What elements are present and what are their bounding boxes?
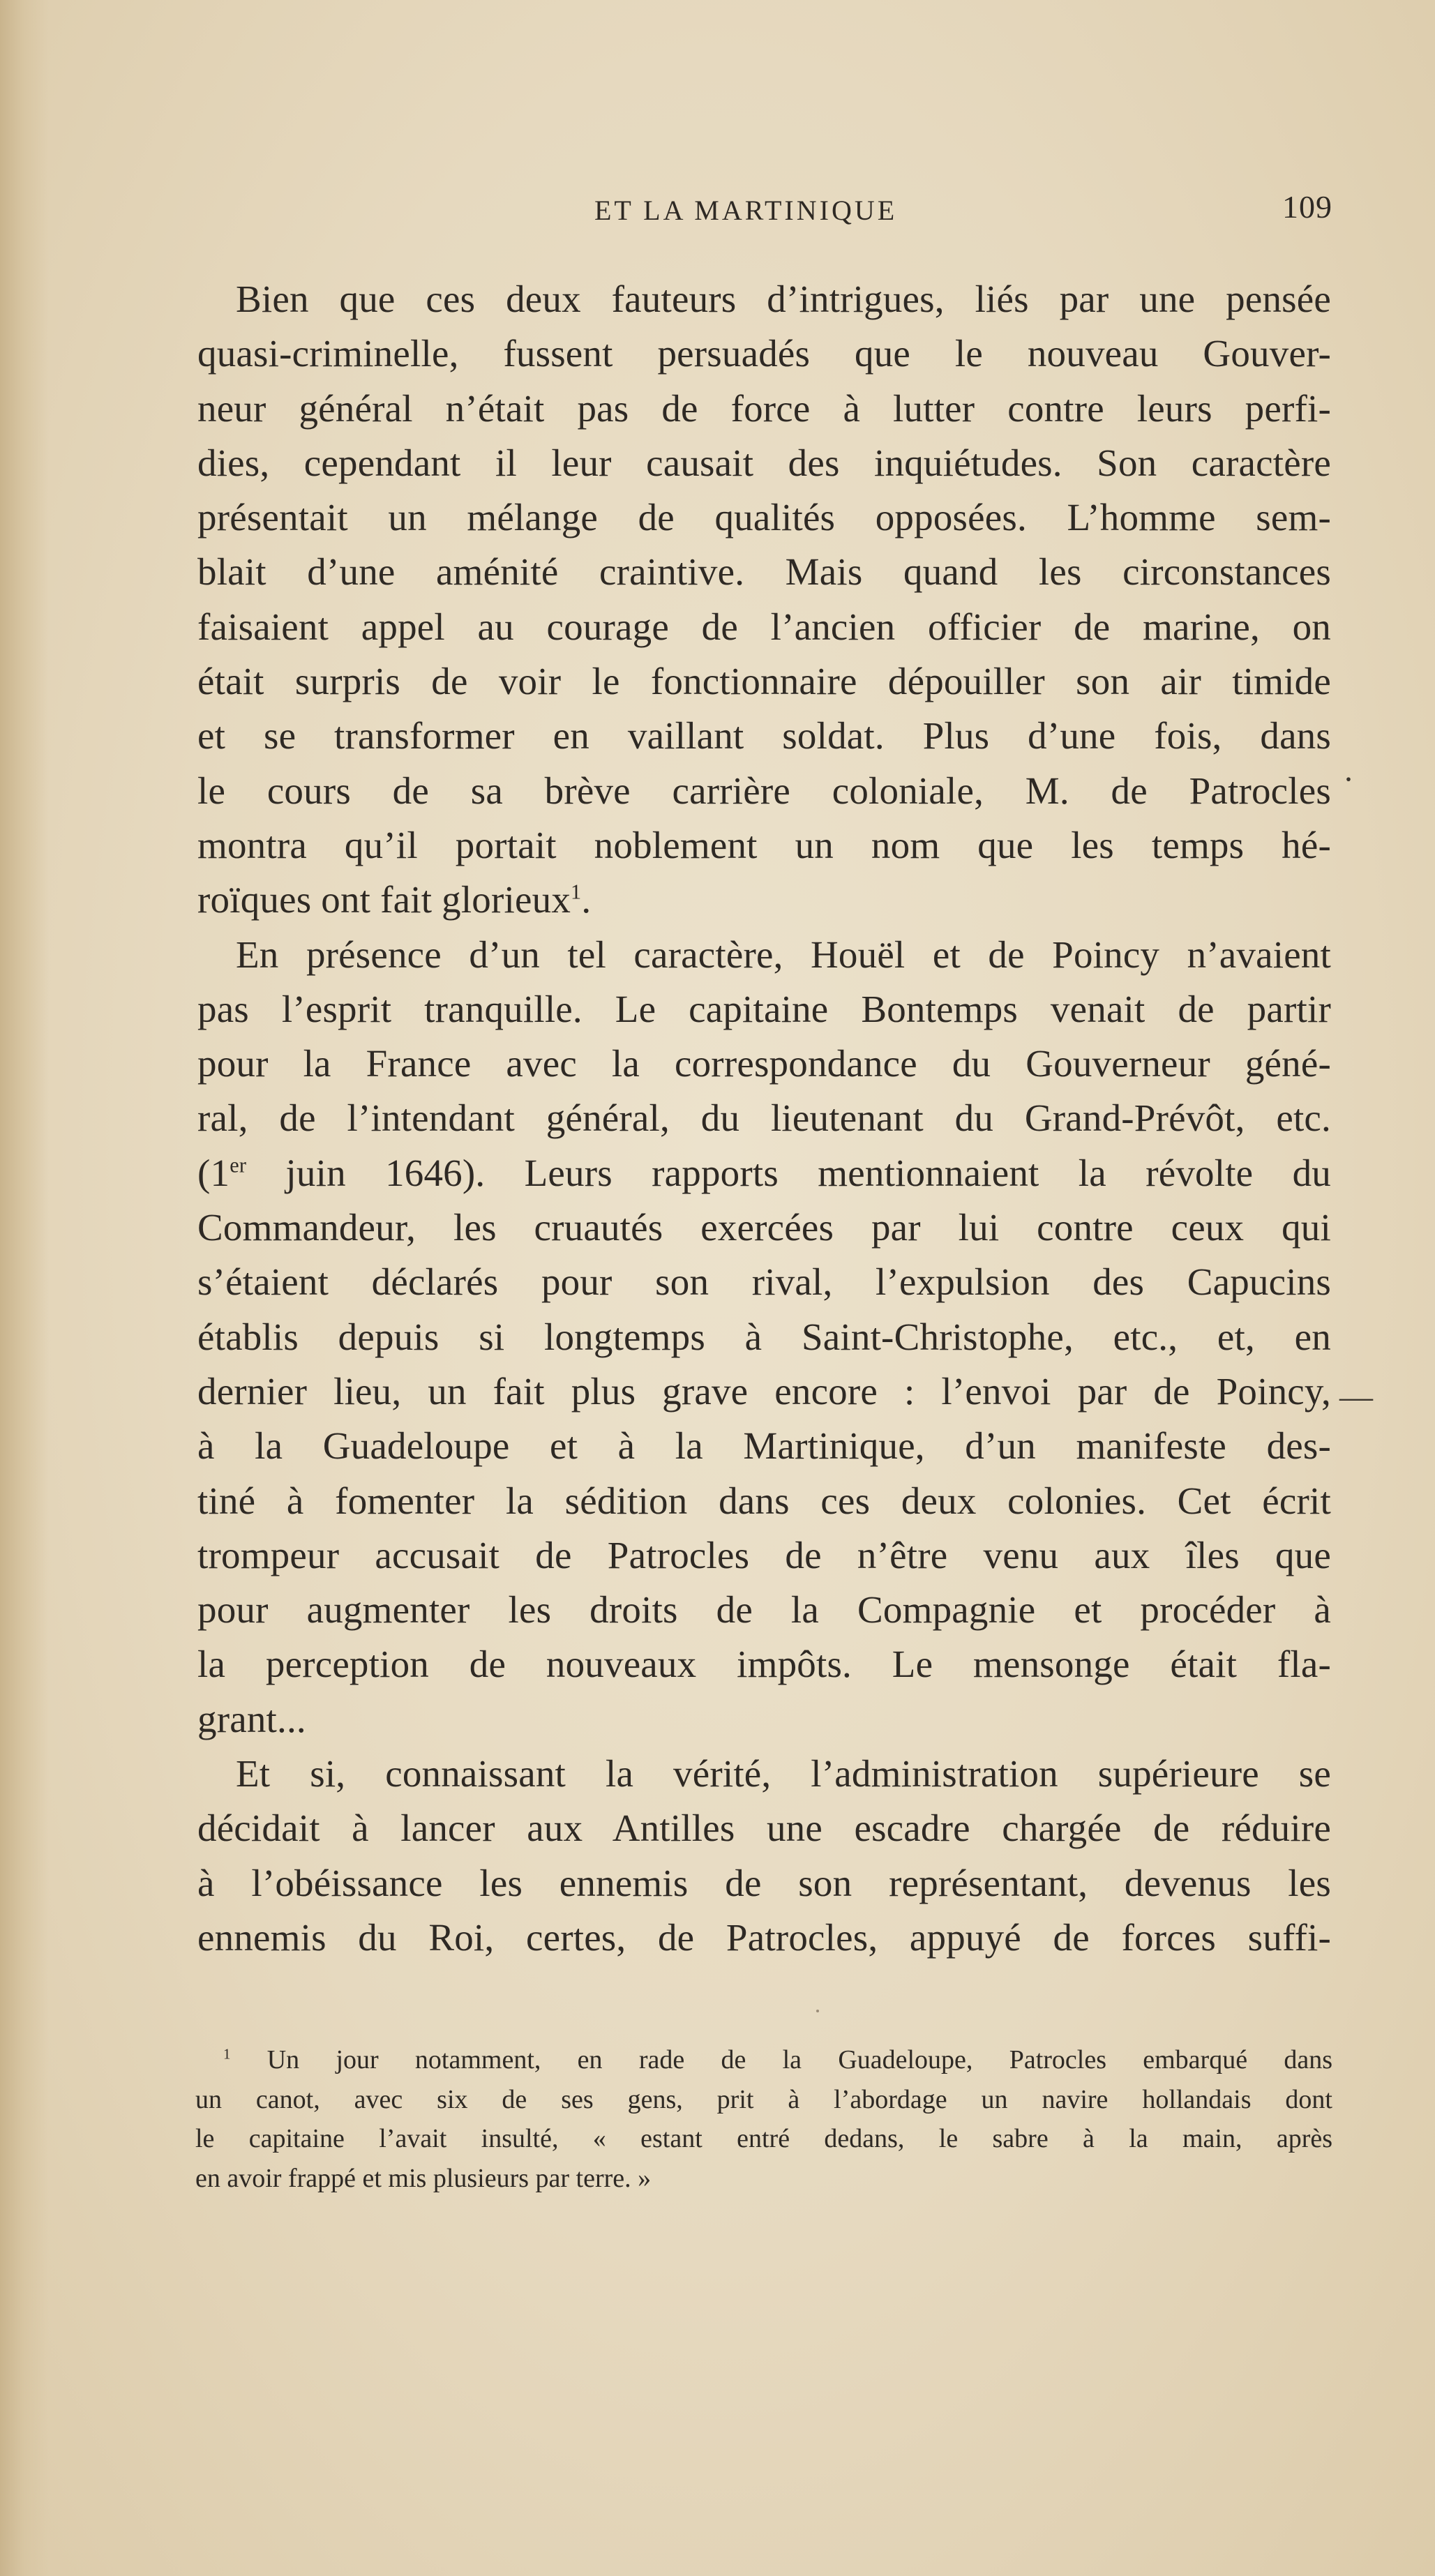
main-text xyxy=(197,272,1331,1965)
footnote-marker: 1 xyxy=(223,2045,231,2063)
paragraph-line: Commandeur, les cruautés exercées par lui contre ceux qui xyxy=(197,1206,1331,1249)
paragraph-line: s’étaient déclarés pour son rival, l’expulsion des Capucins xyxy=(197,1260,1331,1304)
footnote-separator xyxy=(816,2010,819,2012)
page-gutter-shadow xyxy=(0,0,49,2576)
paragraph-line: neur général n’était pas de force à lutter contre leurs perfi- xyxy=(197,386,1331,430)
paragraph-line: le cours de sa brève carrière coloniale, M. de Patrocles xyxy=(197,769,1331,812)
paragraph-line: établis depuis si longtemps à Saint-Christophe, etc., et, en xyxy=(197,1315,1331,1358)
footnote-line: en avoir frappé et mis plusieurs par terre. » xyxy=(195,2163,652,2193)
footnote-text: Un jour notamment, en rade de la Guadeloupe, Patrocles embarqué dans xyxy=(230,2045,1332,2074)
paragraph-line: trompeur accusait de Patrocles de n’être venu aux îles que xyxy=(197,1533,1331,1576)
paragraph-line: ennemis du Roi, certes, de Patrocles, appuyé de forces suffi- xyxy=(197,1915,1331,1959)
running-title: ET LA MARTINIQUE xyxy=(594,195,898,226)
paragraph-line: à l’obéissance les ennemis de son représentant, devenus les xyxy=(197,1861,1331,1904)
paragraph-line xyxy=(197,1146,1331,1200)
footnote-line: le capitaine l’avait insulté, « estant entré dedans, le sabre à la main, après xyxy=(195,2124,1332,2153)
paragraph-text: roïques ont fait glorieux xyxy=(197,878,571,921)
paragraph-line: faisaient appel au courage de l’ancien officier de marine, on xyxy=(197,605,1331,648)
paragraph-line: En présence d’un tel caractère, Houël et de Poincy n’avaient xyxy=(236,933,1331,976)
paragraph-line: pas l’esprit tranquille. Le capitaine Bontemps venait de partir xyxy=(197,987,1331,1030)
margin-dash-mark: — xyxy=(1339,1378,1373,1415)
paragraph-end-punctuation: . xyxy=(581,878,592,921)
paragraph-line: décidait à lancer aux Antilles une escadre chargée de réduire xyxy=(197,1807,1331,1850)
footnote-line xyxy=(195,2040,1332,2080)
paragraph-line: grant... xyxy=(197,1697,306,1740)
paragraph-line: et se transformer en vaillant soldat. Plus d’une fois, dans xyxy=(197,714,1331,758)
footnote-reference: 1 xyxy=(571,880,582,904)
paragraph-line: Bien que ces deux fauteurs d’intrigues, liés par une pensée xyxy=(236,278,1331,320)
footnote-line: un canot, avec six de ses gens, prit à l’abordage un navire hollandais dont xyxy=(195,2084,1332,2114)
paragraph-line: pour la France avec la correspondance du Gouverneur géné- xyxy=(197,1042,1331,1085)
page-number: 109 xyxy=(1282,189,1332,225)
paragraph-line: la perception de nouveaux impôts. Le mensonge était fla- xyxy=(197,1643,1331,1686)
date-open: (1 xyxy=(197,1151,230,1194)
paragraph-line: Et si, connaissant la vérité, l’administration supérieure se xyxy=(236,1752,1331,1795)
paragraph-line: blait d’une aménité craintive. Mais quand les circonstances xyxy=(197,550,1331,594)
paragraph-line: était surpris de voir le fonctionnaire dépouiller son air timide xyxy=(197,660,1331,703)
paragraph-line: dies, cependant il leur causait des inquiétudes. Son caractère xyxy=(197,441,1331,484)
paragraph-line: dernier lieu, un fait plus grave encore : l’envoi par de Poincy, xyxy=(197,1369,1331,1413)
page-header xyxy=(195,188,1332,237)
paragraph-line: à la Guadeloupe et à la Martinique, d’un manifeste des- xyxy=(197,1424,1331,1468)
paragraph-line: ral, de l’intendant général, du lieutenant du Grand-Prévôt, etc. xyxy=(197,1097,1331,1140)
margin-dot-mark: · xyxy=(1343,761,1354,798)
paragraph-line: quasi-criminelle, fussent persuadés que le nouveau Gouver- xyxy=(197,332,1331,375)
ordinal-suffix: er xyxy=(230,1153,247,1177)
paragraph-line: tiné à fomenter la sédition dans ces deux colonies. Cet écrit xyxy=(197,1479,1331,1522)
paragraph-line: pour augmenter les droits de la Compagnie et procéder à xyxy=(197,1588,1331,1632)
date-rest: juin 1646). Leurs rapports mentionnaient la révolte du xyxy=(246,1151,1331,1194)
paragraph-line xyxy=(197,873,1331,927)
paragraph-line: montra qu’il portait noblement un nom que les temps hé- xyxy=(197,823,1331,866)
paragraph-line: présentait un mélange de qualités opposées. L’homme sem- xyxy=(197,496,1331,539)
footnote xyxy=(195,2040,1332,2198)
